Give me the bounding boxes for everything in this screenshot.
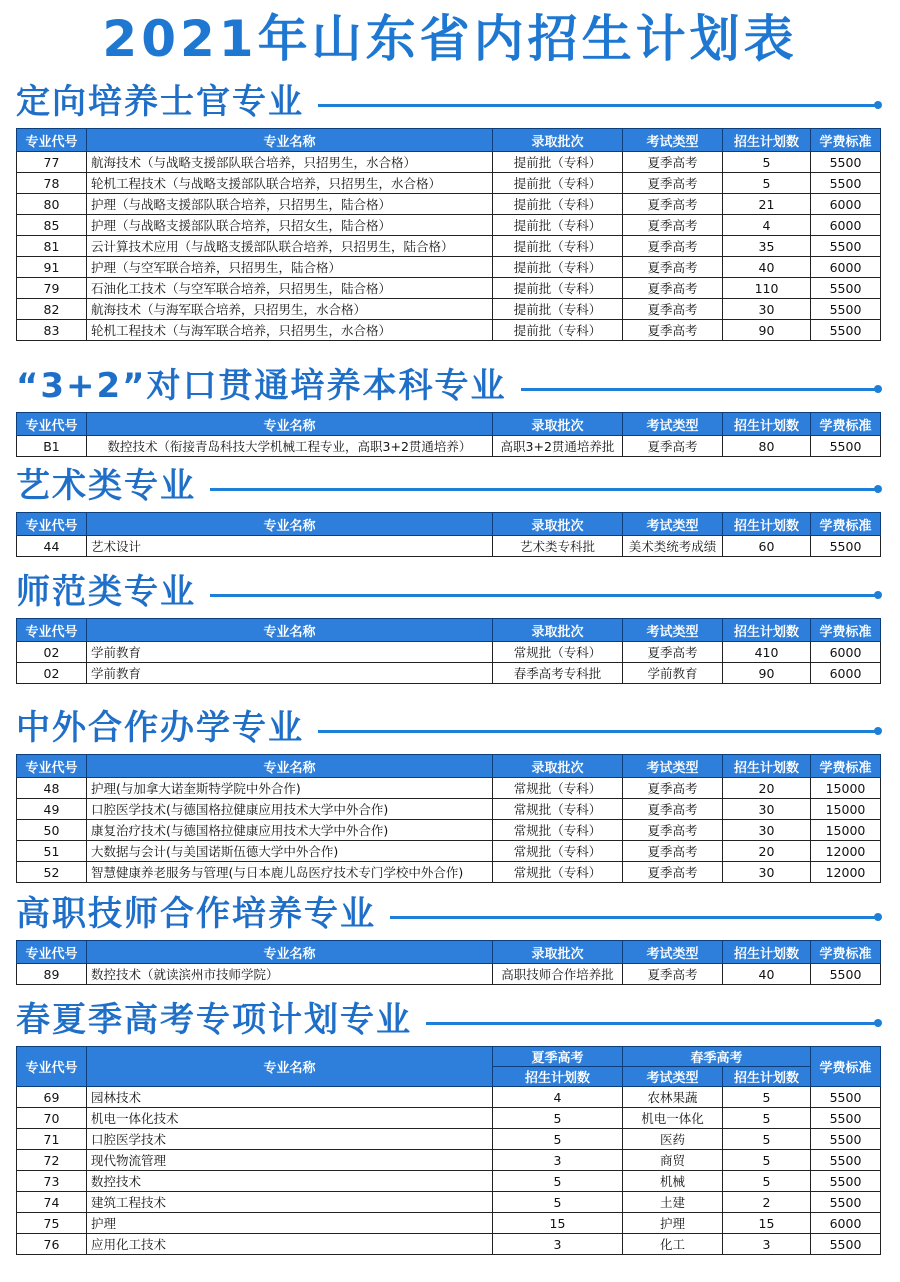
exam-type-cell: 学前教育 [623, 663, 723, 684]
column-header: 考试类型 [623, 941, 723, 964]
column-header: 录取批次 [493, 755, 623, 778]
column-header: 专业代号 [17, 513, 87, 536]
plan-count-cell: 60 [723, 536, 811, 557]
batch-cell: 提前批（专科） [493, 278, 623, 299]
column-group-header: 夏季高考 [493, 1047, 623, 1067]
plan-count-cell: 40 [723, 257, 811, 278]
section-title: 高职技师合作培养专业 [16, 890, 390, 938]
table-row [17, 1108, 881, 1129]
column-header: 专业代号 [17, 1047, 87, 1087]
spring-type-cell: 商贸 [623, 1150, 723, 1171]
fee-cell: 5500 [811, 436, 881, 457]
summer-plan-cell: 5 [493, 1108, 623, 1129]
plan-count-cell: 40 [723, 964, 811, 985]
column-header: 学费标准 [811, 619, 881, 642]
table-row [17, 320, 881, 341]
section-divider-dot [874, 591, 882, 599]
section-title: 师范类专业 [16, 568, 210, 616]
plan-table [16, 128, 881, 341]
batch-cell: 艺术类专科批 [493, 536, 623, 557]
code-cell: 71 [17, 1129, 87, 1150]
fee-cell: 5500 [811, 278, 881, 299]
table-row [17, 278, 881, 299]
code-cell: 75 [17, 1213, 87, 1234]
code-cell: 74 [17, 1192, 87, 1213]
plan-table [16, 618, 881, 684]
exam-type-cell: 夏季高考 [623, 642, 723, 663]
plan-count-cell: 90 [723, 320, 811, 341]
fee-cell: 5500 [811, 173, 881, 194]
name-cell: 口腔医学技术(与德国格拉健康应用技术大学中外合作) [87, 799, 493, 820]
fee-cell: 6000 [811, 215, 881, 236]
table-row [17, 152, 881, 173]
spring-plan-cell: 2 [723, 1192, 811, 1213]
table-row [17, 236, 881, 257]
code-cell: 49 [17, 799, 87, 820]
spring-plan-cell: 15 [723, 1213, 811, 1234]
exam-type-cell: 夏季高考 [623, 320, 723, 341]
exam-type-cell: 夏季高考 [623, 299, 723, 320]
summer-plan-cell: 15 [493, 1213, 623, 1234]
name-cell: 智慧健康养老服务与管理(与日本鹿儿岛医疗技术专门学校中外合作) [87, 862, 493, 883]
column-header: 录取批次 [493, 513, 623, 536]
plan-count-cell: 5 [723, 173, 811, 194]
code-cell: 48 [17, 778, 87, 799]
section-header [16, 996, 882, 1046]
spring-type-cell: 农林果蔬 [623, 1087, 723, 1108]
plan-count-cell: 30 [723, 799, 811, 820]
table-header-row [17, 941, 881, 964]
name-cell: 大数据与会计(与美国诺斯伍德大学中外合作) [87, 841, 493, 862]
exam-type-cell: 夏季高考 [623, 964, 723, 985]
spring-plan-cell: 5 [723, 1150, 811, 1171]
column-header: 录取批次 [493, 413, 623, 436]
column-header: 学费标准 [811, 1047, 881, 1087]
table-row [17, 820, 881, 841]
table-row [17, 663, 881, 684]
batch-cell: 高职3+2贯通培养批 [493, 436, 623, 457]
spring-plan-cell: 5 [723, 1129, 811, 1150]
table-row [17, 1087, 881, 1108]
table-row [17, 1150, 881, 1171]
column-header: 考试类型 [623, 129, 723, 152]
code-cell: 51 [17, 841, 87, 862]
name-cell: 艺术设计 [87, 536, 493, 557]
batch-cell: 常规批（专科） [493, 862, 623, 883]
exam-type-cell: 夏季高考 [623, 436, 723, 457]
fee-cell: 6000 [811, 1213, 881, 1234]
name-cell: 轮机工程技术（与海军联合培养，只招男生，水合格） [87, 320, 493, 341]
column-header: 考试类型 [623, 755, 723, 778]
code-cell: 44 [17, 536, 87, 557]
table-row [17, 1192, 881, 1213]
batch-cell: 常规批（专科） [493, 820, 623, 841]
column-header: 学费标准 [811, 413, 881, 436]
code-cell: 77 [17, 152, 87, 173]
exam-type-cell: 夏季高考 [623, 278, 723, 299]
column-header: 招生计划数 [723, 513, 811, 536]
fee-cell: 15000 [811, 799, 881, 820]
name-cell: 护理(与加拿大诺奎斯特学院中外合作) [87, 778, 493, 799]
fee-cell: 5500 [811, 1234, 881, 1255]
exam-type-cell: 夏季高考 [623, 862, 723, 883]
fee-cell: 5500 [811, 964, 881, 985]
code-cell: 91 [17, 257, 87, 278]
exam-type-cell: 夏季高考 [623, 799, 723, 820]
section-header [16, 362, 882, 412]
name-cell: 轮机工程技术（与战略支援部队联合培养，只招男生，水合格） [87, 173, 493, 194]
column-header: 学费标准 [811, 941, 881, 964]
summer-plan-cell: 5 [493, 1129, 623, 1150]
plan-count-cell: 35 [723, 236, 811, 257]
column-header: 考试类型 [623, 413, 723, 436]
name-cell: 护理（与空军联合培养，只招男生，陆合格） [87, 257, 493, 278]
exam-type-cell: 夏季高考 [623, 152, 723, 173]
name-cell: 学前教育 [87, 642, 493, 663]
fee-cell: 12000 [811, 862, 881, 883]
table-row [17, 964, 881, 985]
batch-cell: 常规批（专科） [493, 841, 623, 862]
table-row [17, 536, 881, 557]
exam-type-cell: 夏季高考 [623, 820, 723, 841]
special-plan-table [16, 1046, 881, 1255]
code-cell: 50 [17, 820, 87, 841]
fee-cell: 5500 [811, 1129, 881, 1150]
name-cell: 现代物流管理 [87, 1150, 493, 1171]
column-header: 学费标准 [811, 755, 881, 778]
section-title: 定向培养士官专业 [16, 78, 318, 126]
section-title: 中外合作办学专业 [16, 704, 318, 752]
table-row [17, 1234, 881, 1255]
column-header: 专业名称 [87, 129, 493, 152]
fee-cell: 5500 [811, 320, 881, 341]
spring-type-cell: 机械 [623, 1171, 723, 1192]
batch-cell: 提前批（专科） [493, 215, 623, 236]
name-cell: 学前教育 [87, 663, 493, 684]
plan-table [16, 940, 881, 985]
column-header: 招生计划数 [723, 619, 811, 642]
plan-table [16, 512, 881, 557]
exam-type-cell: 夏季高考 [623, 778, 723, 799]
table-header-row [17, 129, 881, 152]
column-header: 录取批次 [493, 619, 623, 642]
table-row [17, 194, 881, 215]
name-cell: 机电一体化技术 [87, 1108, 493, 1129]
code-cell: 02 [17, 642, 87, 663]
section-header [16, 462, 882, 512]
section-divider-dot [874, 101, 882, 109]
column-header: 招生计划数 [723, 1067, 811, 1087]
code-cell: 73 [17, 1171, 87, 1192]
column-header: 专业代号 [17, 619, 87, 642]
code-cell: 82 [17, 299, 87, 320]
code-cell: 85 [17, 215, 87, 236]
spring-type-cell: 医药 [623, 1129, 723, 1150]
summer-plan-cell: 3 [493, 1234, 623, 1255]
table-row [17, 642, 881, 663]
batch-cell: 提前批（专科） [493, 320, 623, 341]
code-cell: 81 [17, 236, 87, 257]
column-header: 招生计划数 [723, 941, 811, 964]
section-2 [16, 462, 882, 557]
table-row [17, 778, 881, 799]
fee-cell: 5500 [811, 536, 881, 557]
batch-cell: 高职技师合作培养批 [493, 964, 623, 985]
column-header: 录取批次 [493, 941, 623, 964]
section-header [16, 890, 882, 940]
column-header: 专业名称 [87, 513, 493, 536]
column-header: 专业名称 [87, 941, 493, 964]
name-cell: 护理（与战略支援部队联合培养，只招男生，陆合格） [87, 194, 493, 215]
spring-plan-cell: 5 [723, 1171, 811, 1192]
spring-type-cell: 护理 [623, 1213, 723, 1234]
section-title: “3+2”对口贯通培养本科专业 [16, 362, 521, 410]
section-title: 艺术类专业 [16, 462, 210, 510]
fee-cell: 6000 [811, 194, 881, 215]
code-cell: 89 [17, 964, 87, 985]
name-cell: 数控技术（就读滨州市技师学院） [87, 964, 493, 985]
column-header: 学费标准 [811, 513, 881, 536]
column-header: 考试类型 [623, 513, 723, 536]
fee-cell: 5500 [811, 1087, 881, 1108]
summer-plan-cell: 4 [493, 1087, 623, 1108]
section-header [16, 78, 882, 128]
batch-cell: 春季高考专科批 [493, 663, 623, 684]
fee-cell: 6000 [811, 642, 881, 663]
plan-count-cell: 20 [723, 841, 811, 862]
table-header-row [17, 1047, 881, 1067]
plan-count-cell: 90 [723, 663, 811, 684]
fee-cell: 15000 [811, 778, 881, 799]
spring-plan-cell: 3 [723, 1234, 811, 1255]
column-header: 招生计划数 [493, 1067, 623, 1087]
summer-plan-cell: 5 [493, 1192, 623, 1213]
plan-count-cell: 5 [723, 152, 811, 173]
plan-count-cell: 30 [723, 299, 811, 320]
name-cell: 园林技术 [87, 1087, 493, 1108]
code-cell: 79 [17, 278, 87, 299]
batch-cell: 常规批（专科） [493, 778, 623, 799]
name-cell: 康复治疗技术(与德国格拉健康应用技术大学中外合作) [87, 820, 493, 841]
exam-type-cell: 夏季高考 [623, 257, 723, 278]
name-cell: 护理（与战略支援部队联合培养，只招女生，陆合格） [87, 215, 493, 236]
column-header: 专业代号 [17, 129, 87, 152]
column-header: 考试类型 [623, 619, 723, 642]
column-header: 专业名称 [87, 619, 493, 642]
fee-cell: 5500 [811, 1150, 881, 1171]
fee-cell: 15000 [811, 820, 881, 841]
section-header [16, 568, 882, 618]
table-header-row [17, 413, 881, 436]
fee-cell: 5500 [811, 152, 881, 173]
section-divider-dot [874, 913, 882, 921]
column-header: 招生计划数 [723, 129, 811, 152]
exam-type-cell: 夏季高考 [623, 173, 723, 194]
table-row [17, 862, 881, 883]
section-3 [16, 568, 882, 684]
batch-cell: 提前批（专科） [493, 152, 623, 173]
name-cell: 航海技术（与战略支援部队联合培养，只招男生，水合格） [87, 152, 493, 173]
table-header-row [17, 619, 881, 642]
batch-cell: 常规批（专科） [493, 799, 623, 820]
section-divider-dot [874, 727, 882, 735]
section-4 [16, 704, 882, 883]
spring-type-cell: 土建 [623, 1192, 723, 1213]
page-title: 2021年山东省内招生计划表 [102, 10, 798, 68]
table-row [17, 436, 881, 457]
batch-cell: 提前批（专科） [493, 173, 623, 194]
table-row [17, 799, 881, 820]
column-header: 专业代号 [17, 941, 87, 964]
section-header [16, 704, 882, 754]
section-5 [16, 890, 882, 985]
name-cell: 航海技术（与海军联合培养，只招男生，水合格） [87, 299, 493, 320]
plan-count-cell: 410 [723, 642, 811, 663]
spring-type-cell: 机电一体化 [623, 1108, 723, 1129]
column-header: 招生计划数 [723, 755, 811, 778]
table-row [17, 841, 881, 862]
spring-plan-cell: 5 [723, 1087, 811, 1108]
name-cell: 数控技术（衔接青岛科技大学机械工程专业，高职3+2贯通培养） [87, 436, 493, 457]
column-header: 招生计划数 [723, 413, 811, 436]
section-title: 春夏季高考专项计划专业 [16, 996, 426, 1044]
plan-table [16, 412, 881, 457]
table-header-row [17, 755, 881, 778]
code-cell: 69 [17, 1087, 87, 1108]
fee-cell: 6000 [811, 663, 881, 684]
section-divider-dot [874, 1019, 882, 1027]
table-row [17, 299, 881, 320]
section-divider-dot [874, 485, 882, 493]
section-0 [16, 78, 882, 341]
summer-plan-cell: 5 [493, 1171, 623, 1192]
name-cell: 石油化工技术（与空军联合培养，只招男生，陆合格） [87, 278, 493, 299]
column-header: 专业代号 [17, 755, 87, 778]
fee-cell: 5500 [811, 1192, 881, 1213]
section-divider-dot [874, 385, 882, 393]
plan-count-cell: 110 [723, 278, 811, 299]
batch-cell: 提前批（专科） [493, 194, 623, 215]
fee-cell: 12000 [811, 841, 881, 862]
code-cell: 78 [17, 173, 87, 194]
code-cell: 72 [17, 1150, 87, 1171]
code-cell: B1 [17, 436, 87, 457]
name-cell: 建筑工程技术 [87, 1192, 493, 1213]
column-group-header: 春季高考 [623, 1047, 811, 1067]
spring-type-cell: 化工 [623, 1234, 723, 1255]
table-row [17, 173, 881, 194]
fee-cell: 5500 [811, 1108, 881, 1129]
plan-table [16, 754, 881, 883]
exam-type-cell: 夏季高考 [623, 841, 723, 862]
table-row [17, 1171, 881, 1192]
table-row [17, 257, 881, 278]
plan-count-cell: 30 [723, 862, 811, 883]
table-header-row [17, 513, 881, 536]
section-special [16, 996, 882, 1255]
column-header: 考试类型 [623, 1067, 723, 1087]
column-header: 录取批次 [493, 129, 623, 152]
fee-cell: 5500 [811, 299, 881, 320]
batch-cell: 提前批（专科） [493, 299, 623, 320]
code-cell: 76 [17, 1234, 87, 1255]
batch-cell: 常规批（专科） [493, 642, 623, 663]
code-cell: 52 [17, 862, 87, 883]
code-cell: 80 [17, 194, 87, 215]
code-cell: 02 [17, 663, 87, 684]
exam-type-cell: 美术类统考成绩 [623, 536, 723, 557]
name-cell: 口腔医学技术 [87, 1129, 493, 1150]
column-header: 学费标准 [811, 129, 881, 152]
fee-cell: 5500 [811, 1171, 881, 1192]
column-header: 专业代号 [17, 413, 87, 436]
plan-count-cell: 20 [723, 778, 811, 799]
column-header: 专业名称 [87, 1047, 493, 1087]
exam-type-cell: 夏季高考 [623, 236, 723, 257]
batch-cell: 提前批（专科） [493, 236, 623, 257]
fee-cell: 5500 [811, 236, 881, 257]
spring-plan-cell: 5 [723, 1108, 811, 1129]
name-cell: 护理 [87, 1213, 493, 1234]
batch-cell: 提前批（专科） [493, 257, 623, 278]
table-row [17, 1213, 881, 1234]
plan-count-cell: 4 [723, 215, 811, 236]
column-header: 专业名称 [87, 755, 493, 778]
plan-count-cell: 30 [723, 820, 811, 841]
summer-plan-cell: 3 [493, 1150, 623, 1171]
table-row [17, 215, 881, 236]
code-cell: 70 [17, 1108, 87, 1129]
name-cell: 数控技术 [87, 1171, 493, 1192]
table-row [17, 1129, 881, 1150]
plan-count-cell: 21 [723, 194, 811, 215]
column-header: 专业名称 [87, 413, 493, 436]
exam-type-cell: 夏季高考 [623, 194, 723, 215]
name-cell: 云计算技术应用（与战略支援部队联合培养，只招男生，陆合格） [87, 236, 493, 257]
plan-count-cell: 80 [723, 436, 811, 457]
fee-cell: 6000 [811, 257, 881, 278]
name-cell: 应用化工技术 [87, 1234, 493, 1255]
section-1 [16, 362, 882, 457]
code-cell: 83 [17, 320, 87, 341]
exam-type-cell: 夏季高考 [623, 215, 723, 236]
